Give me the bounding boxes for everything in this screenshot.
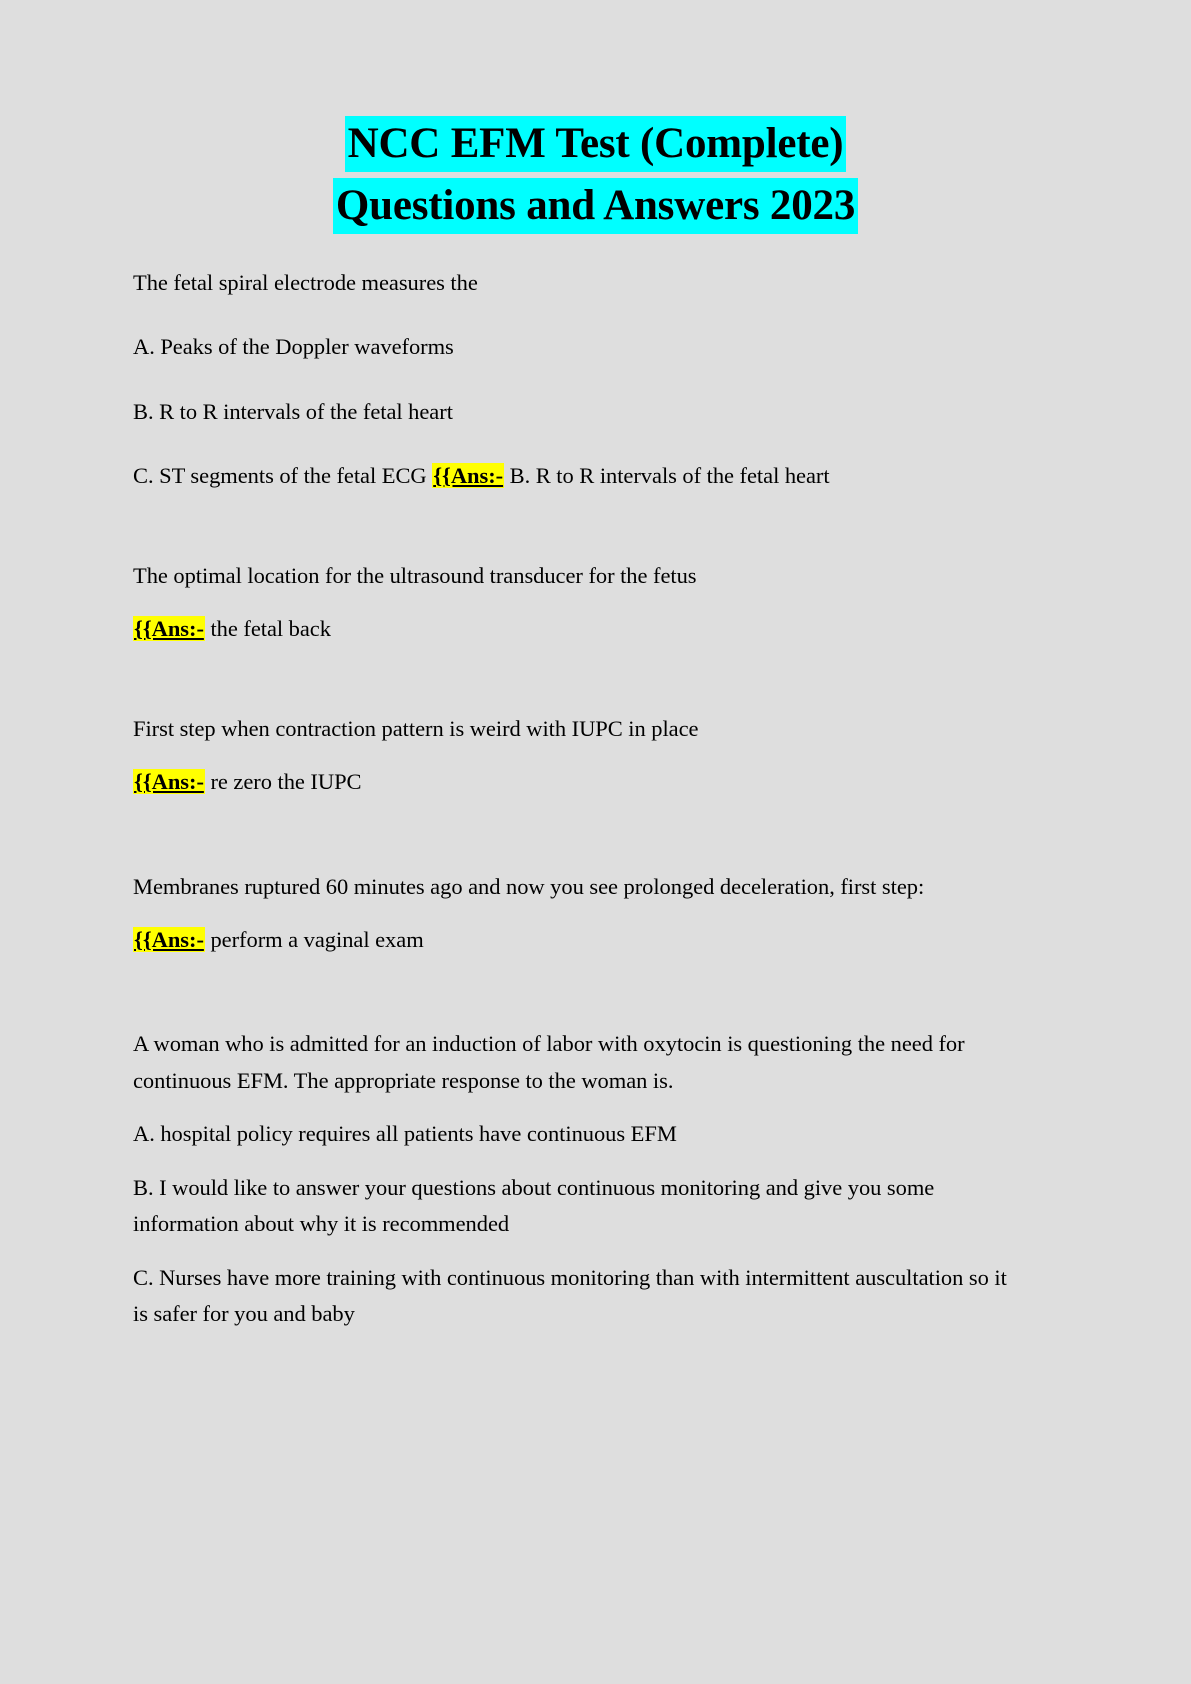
title-line-2-text: Questions and Answers 2023 <box>333 178 858 234</box>
question-1-option-b: B. R to R intervals of the fetal heart <box>133 398 453 424</box>
answer-marker-1: {{Ans:- <box>433 463 504 489</box>
question-1-stem: The fetal spiral electrode measures the <box>133 270 478 295</box>
document-title <box>0 0 1191 227</box>
answer-marker-2: {{Ans:- <box>134 616 204 642</box>
question-4-answer-value: perform a vaginal exam <box>210 926 424 952</box>
question-4-answer <box>133 922 1011 958</box>
question-2-answer-value: the fetal back <box>210 616 331 642</box>
question-1-option-a: A. Peaks of the Doppler waveforms <box>133 334 454 360</box>
question-1-option-c-text: C. ST segments of the fetal ECG <box>133 463 433 489</box>
document-body <box>0 265 1191 1332</box>
title-line-2 <box>0 184 1191 227</box>
question-3-answer <box>133 764 1011 800</box>
question-5-stem: A woman who is admitted for an induction of labor with oxytocin is questioning the need for continuous EFM. The appropriate response to the woman is. <box>133 1031 965 1093</box>
title-line-1-text: NCC EFM Test (Complete) <box>345 116 847 172</box>
question-2-answer <box>133 611 1011 647</box>
question-5-option-c: C. Nurses have more training with continuous monitoring than with intermittent auscultation so it is safer for you and baby <box>133 1264 1007 1326</box>
title-line-1 <box>0 122 1191 165</box>
answer-marker-4: {{Ans:- <box>134 926 204 952</box>
question-4-stem: Membranes ruptured 60 minutes ago and now you see prolonged deceleration, first step: <box>133 873 925 899</box>
question-1-answer-value: B. R to R intervals of the fetal heart <box>509 463 830 489</box>
question-5-option-b: B. I would like to answer your questions about continuous monitoring and give you some information about why it is recommended <box>133 1174 935 1237</box>
question-3-stem: First step when contraction pattern is weird with IUPC in place <box>133 715 699 741</box>
question-1-option-c-with-answer <box>133 458 1011 494</box>
answer-marker-3: {{Ans:- <box>134 769 204 795</box>
question-2-stem: The optimal location for the ultrasound transducer for the fetus <box>133 562 697 588</box>
question-5-option-a: A. hospital policy requires all patients have continuous EFM <box>133 1121 677 1147</box>
question-3-answer-value: re zero the IUPC <box>210 769 362 795</box>
